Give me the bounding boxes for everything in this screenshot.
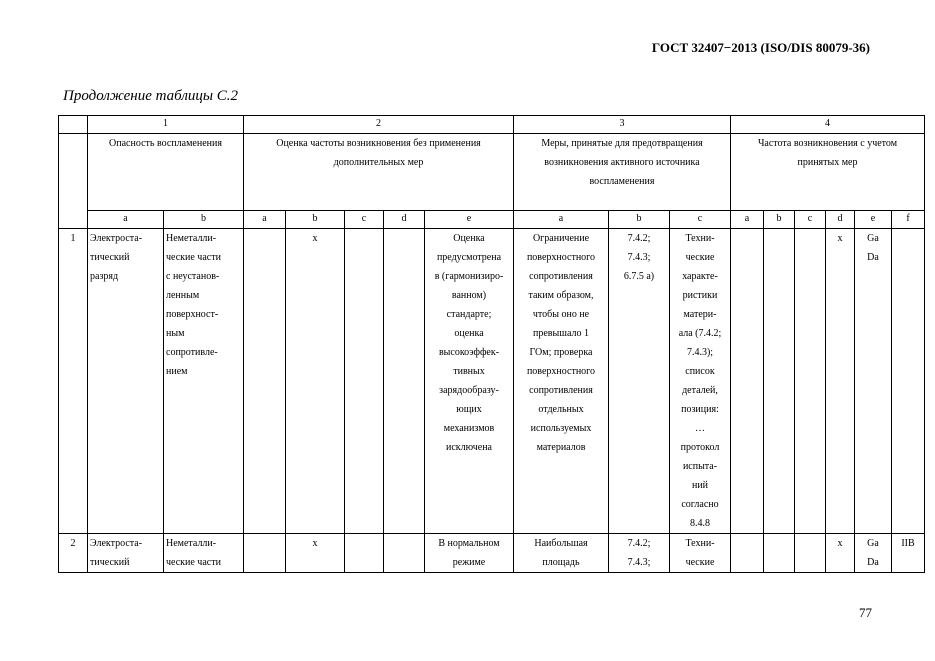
row-number-cell: 1 xyxy=(59,229,88,534)
cell-line: Оценка xyxy=(453,233,485,244)
cell-line: отдельных xyxy=(538,404,584,415)
cell-line: протокол xyxy=(680,442,720,453)
sub-letter-cell: d xyxy=(826,211,855,229)
table-row xyxy=(59,534,925,573)
group-number-cell: 1 xyxy=(88,116,244,134)
table-cell xyxy=(514,229,609,534)
table-cell xyxy=(731,534,764,573)
cell-line: ческие xyxy=(685,252,715,263)
cell-line: тический xyxy=(90,252,130,263)
cell-line: превышало 1 xyxy=(533,328,589,339)
table-row xyxy=(59,229,925,534)
group-title-cell xyxy=(88,134,244,211)
cell-line: стандарте; xyxy=(446,309,492,320)
corner-cell xyxy=(59,116,88,134)
cell-line: поверхност- xyxy=(166,309,219,320)
table-cell xyxy=(670,229,731,534)
row-number-cell: 2 xyxy=(59,534,88,573)
table-cell xyxy=(384,229,425,534)
cell-line: x xyxy=(837,233,843,244)
sub-letter-cell: f xyxy=(892,211,925,229)
cell-line: высокоэффек- xyxy=(438,347,500,358)
group-title-cell xyxy=(731,134,925,211)
cell-line: Ga xyxy=(867,233,879,244)
table-cell xyxy=(345,534,384,573)
cell-line: 7.4.3; xyxy=(627,252,651,263)
cell-line: механизмов xyxy=(443,423,495,434)
cell-line: Неметалли- xyxy=(166,538,217,549)
sub-letter-cell: b xyxy=(164,211,244,229)
cell-line: в (гармонизиро- xyxy=(434,271,504,282)
group-title-line: Меры, принятые для предотвращения xyxy=(541,138,703,149)
cell-line: Электроста- xyxy=(90,233,143,244)
sub-letter-row xyxy=(59,211,925,229)
cell-line: ристики xyxy=(682,290,718,301)
cell-line: нием xyxy=(166,366,188,377)
table-cell xyxy=(286,534,345,573)
cell-line: сопротивления xyxy=(529,385,593,396)
cell-line: Ga xyxy=(867,538,879,549)
group-title-line: Оценка частоты возникновения без применения xyxy=(276,138,481,149)
cell-line: ющих xyxy=(456,404,482,415)
group-title-row xyxy=(59,134,925,211)
group-number-cell: 4 xyxy=(731,116,925,134)
table-cell xyxy=(826,534,855,573)
cell-line: используемых xyxy=(530,423,592,434)
cell-line: ческие xyxy=(685,557,715,568)
cell-line: Da xyxy=(867,557,879,568)
cell-line: оценка xyxy=(454,328,484,339)
cell-line: сопротивле- xyxy=(166,347,218,358)
table-cell xyxy=(855,229,892,534)
cell-line: x xyxy=(312,233,318,244)
table-cell xyxy=(88,534,164,573)
sub-letter-cell: e xyxy=(855,211,892,229)
cell-line: режиме xyxy=(452,557,486,568)
table-cell xyxy=(425,229,514,534)
cell-line: ГОм; проверка xyxy=(529,347,593,358)
table-cell xyxy=(892,229,925,534)
cell-line: испыта- xyxy=(682,461,718,472)
cell-line: согласно xyxy=(681,499,719,510)
cell-line: ческие части xyxy=(166,557,221,568)
cell-line: 6.7.5 а) xyxy=(623,271,655,282)
cell-line: … xyxy=(695,423,705,434)
cell-line: 7.4.3; xyxy=(627,557,651,568)
table-cell xyxy=(855,534,892,573)
cell-line: В нормальном xyxy=(438,538,500,549)
table-cell xyxy=(384,534,425,573)
cell-line: 7.4.2; xyxy=(627,233,651,244)
table-cell xyxy=(795,229,826,534)
cell-line: список xyxy=(685,366,715,377)
cell-line: поверхностного xyxy=(526,252,596,263)
group-title-cell xyxy=(244,134,514,211)
cell-line: таким образом, xyxy=(528,290,594,301)
cell-line: позиция: xyxy=(681,404,719,415)
cell-line: характе- xyxy=(682,271,718,282)
corner-cell xyxy=(59,134,88,229)
cell-line: Da xyxy=(867,252,879,263)
cell-line: ческие части xyxy=(166,252,221,263)
cell-line: IIB xyxy=(901,538,915,549)
cell-line: предусмотрена xyxy=(436,252,502,263)
cell-line: исключена xyxy=(446,442,492,453)
table-cell xyxy=(345,229,384,534)
cell-line: материалов xyxy=(536,442,586,453)
table-cell xyxy=(826,229,855,534)
sub-letter-cell: d xyxy=(384,211,425,229)
cell-line: Техни- xyxy=(685,233,715,244)
cell-line: Наибольшая xyxy=(534,538,588,549)
sub-letter-cell: b xyxy=(609,211,670,229)
cell-line: зарядообразу- xyxy=(439,385,499,396)
table-cell xyxy=(88,229,164,534)
table-cell xyxy=(609,534,670,573)
sub-letter-cell: a xyxy=(88,211,164,229)
cell-line: Электроста- xyxy=(90,538,143,549)
table-cell xyxy=(670,534,731,573)
sub-letter-cell: a xyxy=(244,211,286,229)
table-cell xyxy=(244,229,286,534)
group-title-line: дополнительных мер xyxy=(333,157,424,168)
cell-line: с неустанов- xyxy=(166,271,220,282)
sub-letter-cell: a xyxy=(514,211,609,229)
cell-line: Неметалли- xyxy=(166,233,217,244)
document-header: ГОСТ 32407−2013 (ISO/DIS 80079-36) xyxy=(651,40,870,55)
sub-letter-cell: c xyxy=(670,211,731,229)
group-number-cell: 3 xyxy=(514,116,731,134)
table-cell xyxy=(286,229,345,534)
table-cell xyxy=(164,534,244,573)
group-title-line: Частота возникновения с учетом xyxy=(757,138,898,149)
sub-letter-cell: b xyxy=(764,211,795,229)
cell-line: x xyxy=(312,538,318,549)
cell-line: x xyxy=(837,538,843,549)
cell-line: 8.4.8 xyxy=(690,518,710,529)
cell-line: Ограничение xyxy=(532,233,590,244)
cell-line: ленным xyxy=(166,290,200,301)
group-title-cell xyxy=(514,134,731,211)
cell-line: площадь xyxy=(542,557,580,568)
group-title-line: возникновения активного источника xyxy=(544,157,700,168)
cell-line: 7.4.3); xyxy=(686,347,714,358)
cell-line: деталей, xyxy=(682,385,718,396)
cell-line: чтобы оно не xyxy=(532,309,590,320)
cell-line: ала (7.4.2; xyxy=(678,328,722,339)
table-cell xyxy=(731,229,764,534)
group-title-line: Опасность воспламенения xyxy=(109,138,222,149)
cell-line: тический xyxy=(90,557,130,568)
sub-letter-cell: b xyxy=(286,211,345,229)
cell-line: 7.4.2; xyxy=(627,538,651,549)
table-cell xyxy=(764,229,795,534)
table-cell xyxy=(514,534,609,573)
cell-line: матери- xyxy=(683,309,717,320)
cell-line: сопротивления xyxy=(529,271,593,282)
cell-line: разряд xyxy=(90,271,119,282)
table-cell xyxy=(425,534,514,573)
table-cell xyxy=(244,534,286,573)
table-cell xyxy=(795,534,826,573)
table-cell xyxy=(892,534,925,573)
cell-line: поверхностного xyxy=(526,366,596,377)
page-number: 77 xyxy=(859,605,872,620)
group-number-row xyxy=(59,116,925,134)
data-table xyxy=(58,115,925,573)
sub-letter-cell: e xyxy=(425,211,514,229)
cell-line: тивных xyxy=(453,366,485,377)
cell-line: Техни- xyxy=(685,538,715,549)
cell-line: ний xyxy=(691,480,709,491)
cell-line: ванном) xyxy=(451,290,487,301)
group-title-line: принятых мер xyxy=(797,157,858,168)
sub-letter-cell: c xyxy=(345,211,384,229)
group-number-cell: 2 xyxy=(244,116,514,134)
table-cell xyxy=(609,229,670,534)
group-title-line: воспламенения xyxy=(589,176,655,187)
table-caption: Продолжение таблицы С.2 xyxy=(63,88,239,104)
sub-letter-cell: a xyxy=(731,211,764,229)
table-cell xyxy=(764,534,795,573)
cell-line: ным xyxy=(166,328,185,339)
table-cell xyxy=(164,229,244,534)
sub-letter-cell: c xyxy=(795,211,826,229)
